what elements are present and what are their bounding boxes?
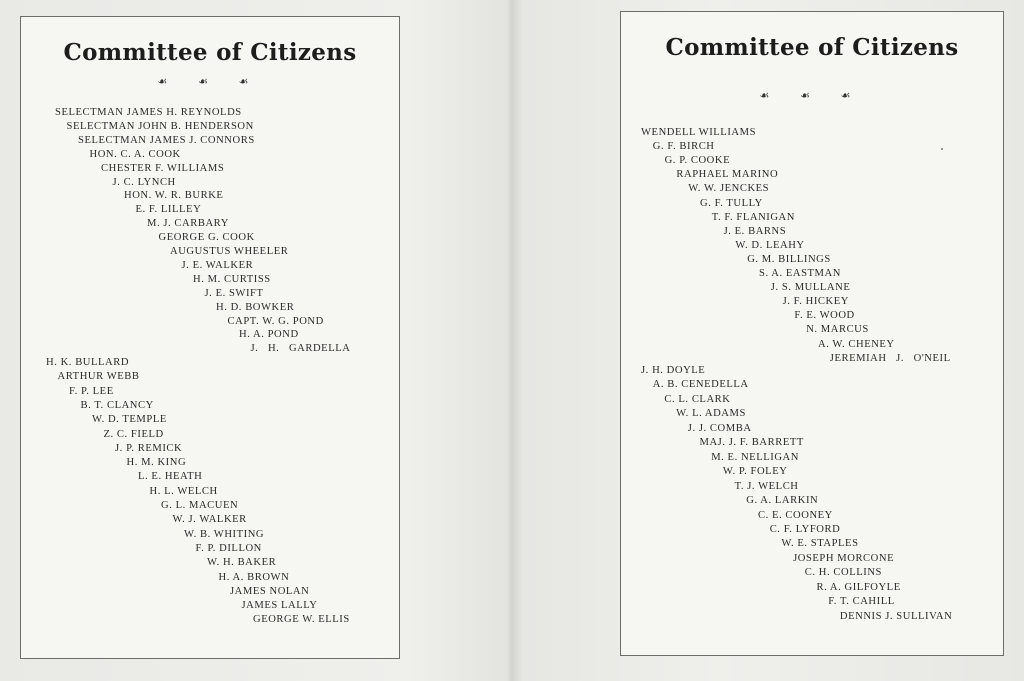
committee-member-name: C. E. COONEY bbox=[758, 509, 833, 521]
committee-member-name: T. F. FLANIGAN bbox=[711, 211, 795, 223]
committee-member-name: W. P. FOLEY bbox=[722, 466, 788, 478]
committee-member-name: G. F. BIRCH bbox=[652, 141, 715, 153]
committee-member-name: JOSEPH MORCONE bbox=[793, 552, 895, 564]
committee-member-name: C. F. LYFORD bbox=[769, 523, 841, 535]
committee-member-name: SELECTMAN JAMES J. CONNORS bbox=[78, 134, 255, 146]
committee-member-name: DENNIS J. SULLIVAN bbox=[839, 610, 953, 622]
committee-member-name: N. MARCUS bbox=[806, 324, 869, 336]
committee-member-name: J. E. BARNS bbox=[723, 225, 787, 237]
committee-member-name: SELECTMAN JAMES H. REYNOLDS bbox=[55, 107, 242, 118]
committee-member-name: J. E. WALKER bbox=[181, 259, 254, 271]
committee-member-name: G. M. BILLINGS bbox=[747, 253, 831, 265]
committee-member-name: W. D. TEMPLE bbox=[92, 414, 167, 426]
committee-member-name: M. J. CARBARY bbox=[147, 218, 229, 230]
committee-member-name: CHESTER F. WILLIAMS bbox=[101, 162, 225, 174]
committee-member-name: F. E. WOOD bbox=[794, 310, 855, 322]
committee-member-name: W. L. ADAMS bbox=[676, 408, 746, 420]
committee-member-name: J. F. HICKEY bbox=[782, 296, 849, 308]
committee-member-name: MAJ. J. F. BARRETT bbox=[699, 437, 804, 449]
committee-member-name: T. J. WELCH bbox=[734, 480, 799, 492]
committee-member-name: E. F. LILLEY bbox=[135, 204, 202, 216]
committee-member-name: G. L. MACUEN bbox=[161, 500, 239, 511]
committee-member-name: WENDELL WILLIAMS bbox=[641, 127, 757, 138]
committee-member-name: HON. W. R. BURKE bbox=[124, 190, 224, 202]
right-page-ornament: ☙ ☙ ☙ bbox=[759, 90, 865, 102]
left-page-ornament: ☙ ☙ ☙ bbox=[157, 76, 263, 88]
ink-speck bbox=[941, 148, 943, 150]
committee-member-name: W. B. WHITING bbox=[184, 528, 265, 540]
committee-member-name: RAPHAEL MARINO bbox=[676, 169, 779, 181]
committee-member-name: HON. C. A. COOK bbox=[89, 148, 181, 160]
committee-member-name: SELECTMAN JOHN B. HENDERSON bbox=[66, 120, 254, 132]
committee-member-name: H. A. POND bbox=[239, 329, 299, 341]
committee-member-name: R. A. GILFOYLE bbox=[816, 581, 901, 593]
committee-member-name: H. D. BOWKER bbox=[216, 301, 295, 313]
committee-member-name: C. H. COLLINS bbox=[804, 567, 882, 579]
right-page bbox=[620, 11, 1004, 656]
committee-member-name: B. T. CLANCY bbox=[80, 399, 154, 411]
committee-member-name: A. B. CENEDELLA bbox=[652, 379, 749, 391]
committee-member-name: M. E. NELLIGAN bbox=[711, 451, 799, 463]
committee-member-name: W. H. BAKER bbox=[207, 557, 277, 569]
committee-member-name: W. J. WALKER bbox=[172, 514, 247, 526]
committee-member-name: J. J. COMBA bbox=[687, 422, 752, 434]
committee-member-name: H. M. CURTISS bbox=[193, 273, 271, 285]
committee-member-name: W. D. LEAHY bbox=[735, 239, 805, 251]
committee-member-name: CAPT. W. G. POND bbox=[227, 315, 324, 327]
committee-member-name: H. K. BULLARD bbox=[46, 357, 130, 368]
left-page bbox=[20, 16, 400, 659]
committee-member-name: Z. C. FIELD bbox=[103, 428, 164, 440]
committee-member-name: JAMES NOLAN bbox=[230, 585, 310, 597]
committee-member-name: A. W. CHENEY bbox=[818, 338, 895, 350]
committee-member-name: AUGUSTUS WHEELER bbox=[170, 246, 289, 257]
committee-member-name: G. P. COOKE bbox=[664, 155, 731, 167]
committee-member-name: JEREMIAH J. O'NEIL bbox=[829, 352, 951, 364]
committee-member-name: GEORGE W. ELLIS bbox=[253, 614, 350, 626]
committee-member-name: W. W. JENCKES bbox=[688, 183, 770, 195]
committee-member-name: S. A. EASTMAN bbox=[759, 268, 841, 279]
committee-member-name: F. P. DILLON bbox=[195, 542, 262, 554]
committee-member-name: G. F. TULLY bbox=[700, 197, 763, 209]
committee-member-name: J. H. GARDELLA bbox=[250, 343, 351, 355]
committee-member-name: J. P. REMICK bbox=[115, 442, 183, 454]
committee-member-name: J. C. LYNCH bbox=[112, 176, 176, 188]
committee-member-name: J. H. DOYLE bbox=[641, 365, 706, 376]
committee-member-name: C. L. CLARK bbox=[664, 393, 731, 405]
committee-member-name: L. E. HEATH bbox=[138, 471, 203, 483]
committee-member-name: J. E. SWIFT bbox=[204, 287, 264, 299]
committee-member-name: W. E. STAPLES bbox=[781, 538, 859, 550]
committee-member-name: H. A. BROWN bbox=[218, 571, 290, 583]
committee-member-name: GEORGE G. COOK bbox=[158, 232, 255, 244]
committee-member-name: F. P. LEE bbox=[69, 385, 114, 397]
committee-member-name: ARTHUR WEBB bbox=[57, 371, 140, 383]
committee-member-name: J. S. MULLANE bbox=[770, 282, 851, 294]
committee-member-name: G. A. LARKIN bbox=[746, 495, 819, 507]
right-page-title: Committee of Citizens bbox=[665, 34, 959, 61]
committee-member-name: F. T. CAHILL bbox=[828, 596, 895, 608]
committee-member-name: JAMES LALLY bbox=[241, 600, 318, 612]
committee-member-name: H. M. KING bbox=[126, 457, 187, 469]
committee-member-name: H. L. WELCH bbox=[149, 485, 218, 497]
left-page-title: Committee of Citizens bbox=[63, 39, 357, 66]
